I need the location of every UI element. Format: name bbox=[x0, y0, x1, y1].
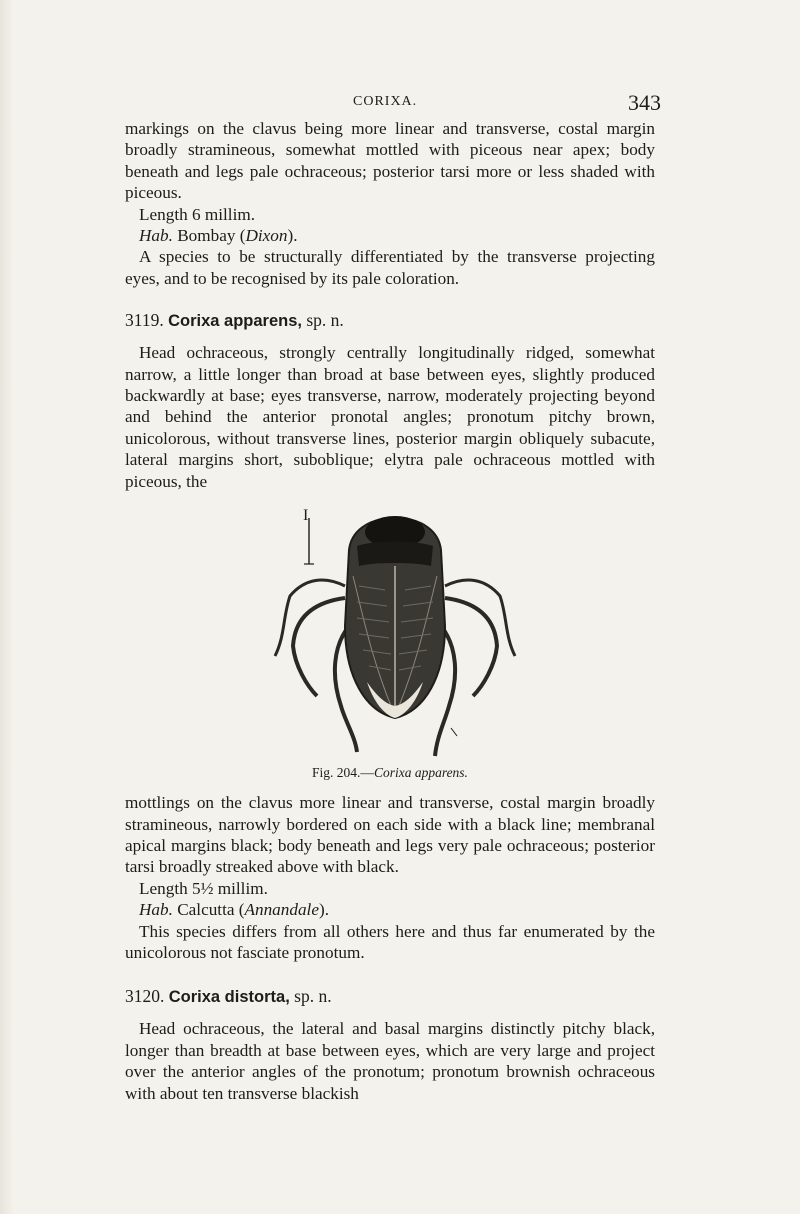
hab-end: ). bbox=[287, 226, 298, 246]
running-title: CORIXA. bbox=[353, 94, 418, 109]
length-line: Length 6 millim. bbox=[139, 204, 256, 224]
continued-paragraph: markings on the clavus being more linear and transverse, costal margin broadly stramineous, somewhat mottled with piceous near apex; body beneath and legs pale ochraceous; posterior tarsi more or less shaded with piceous. bbox=[125, 119, 655, 203]
page-edge-shadow bbox=[0, 0, 14, 1214]
insect-pronotum bbox=[357, 542, 433, 567]
hab-label: Hab. bbox=[139, 226, 173, 246]
species-entry-3120 bbox=[125, 985, 655, 1104]
hab-collector: Annandale bbox=[244, 900, 319, 920]
caption-prefix: Fig. 204.— bbox=[312, 765, 374, 781]
species-status: sp. n. bbox=[294, 986, 332, 1007]
species-heading bbox=[125, 985, 655, 1008]
species-entry-3119 bbox=[125, 309, 655, 963]
description-paragraph: Head ochraceous, strongly centrally longitudinally ridged, somewhat narrow, a little longer than broad at base between eyes, slightly produced backwardly at base; eyes transverse, narrow, moderately projecting beyond and behind the anterior pronotal angles; pronotum pitchy brown, unicolorous, without transverse lines, posterior margin obliquely subacute, lateral margins short, suboblique; elytra pale ochraceous mottled with piceous, the bbox=[125, 343, 655, 491]
hab-text: Bombay ( bbox=[172, 226, 246, 246]
hab-end: ). bbox=[318, 900, 329, 920]
figure-204 bbox=[125, 506, 655, 764]
hab-collector: Dixon bbox=[245, 226, 288, 246]
remarks-paragraph: A species to be structurally differentiated by the transverse projecting eyes, and to be recognised by its pale coloration. bbox=[125, 247, 655, 288]
continued-description bbox=[125, 118, 655, 289]
left-front-leg bbox=[275, 580, 345, 656]
hab-text: Calcutta ( bbox=[172, 900, 245, 920]
species-status: sp. n. bbox=[306, 310, 344, 331]
right-front-leg bbox=[445, 580, 515, 656]
scale-mark: I bbox=[303, 507, 309, 525]
caption-species: Corixa apparens. bbox=[373, 765, 468, 781]
species-number: 3120. bbox=[125, 986, 165, 1007]
description-paragraph: Head ochraceous, the lateral and basal margins distinctly pitchy black, longer than breadth at base between eyes, which are very large and project over the anterior angles of the pronotum; pronotum brownish ochraceous with about ten transverse blackish bbox=[125, 1019, 655, 1103]
length-line: Length 5½ millim. bbox=[139, 878, 268, 898]
description-paragraph-continued: mottlings on the clavus more linear and transverse, costal margin broadly stramineous, narrowly bordered on each side with a black line; membranal apical margins black; body beneath and legs very pale ochraceous; posterior tarsi broadly streaked above with black. bbox=[125, 793, 655, 877]
remarks-paragraph: This species differs from all others here and thus far enumerated by the unicolorous not fasciate pronotum. bbox=[125, 921, 655, 962]
book-page bbox=[125, 0, 661, 1104]
habitat-line bbox=[125, 899, 655, 920]
species-number: 3119. bbox=[125, 310, 164, 331]
running-header bbox=[125, 90, 661, 118]
species-heading bbox=[125, 309, 655, 332]
hab-label: Hab. bbox=[139, 900, 173, 920]
habitat-line bbox=[125, 225, 655, 246]
figure-caption bbox=[125, 764, 655, 792]
species-name: Corixa apparens, bbox=[168, 312, 302, 331]
corixa-illustration bbox=[245, 506, 545, 764]
species-name: Corixa distorta, bbox=[168, 988, 290, 1007]
page-number: 343 bbox=[628, 90, 661, 115]
